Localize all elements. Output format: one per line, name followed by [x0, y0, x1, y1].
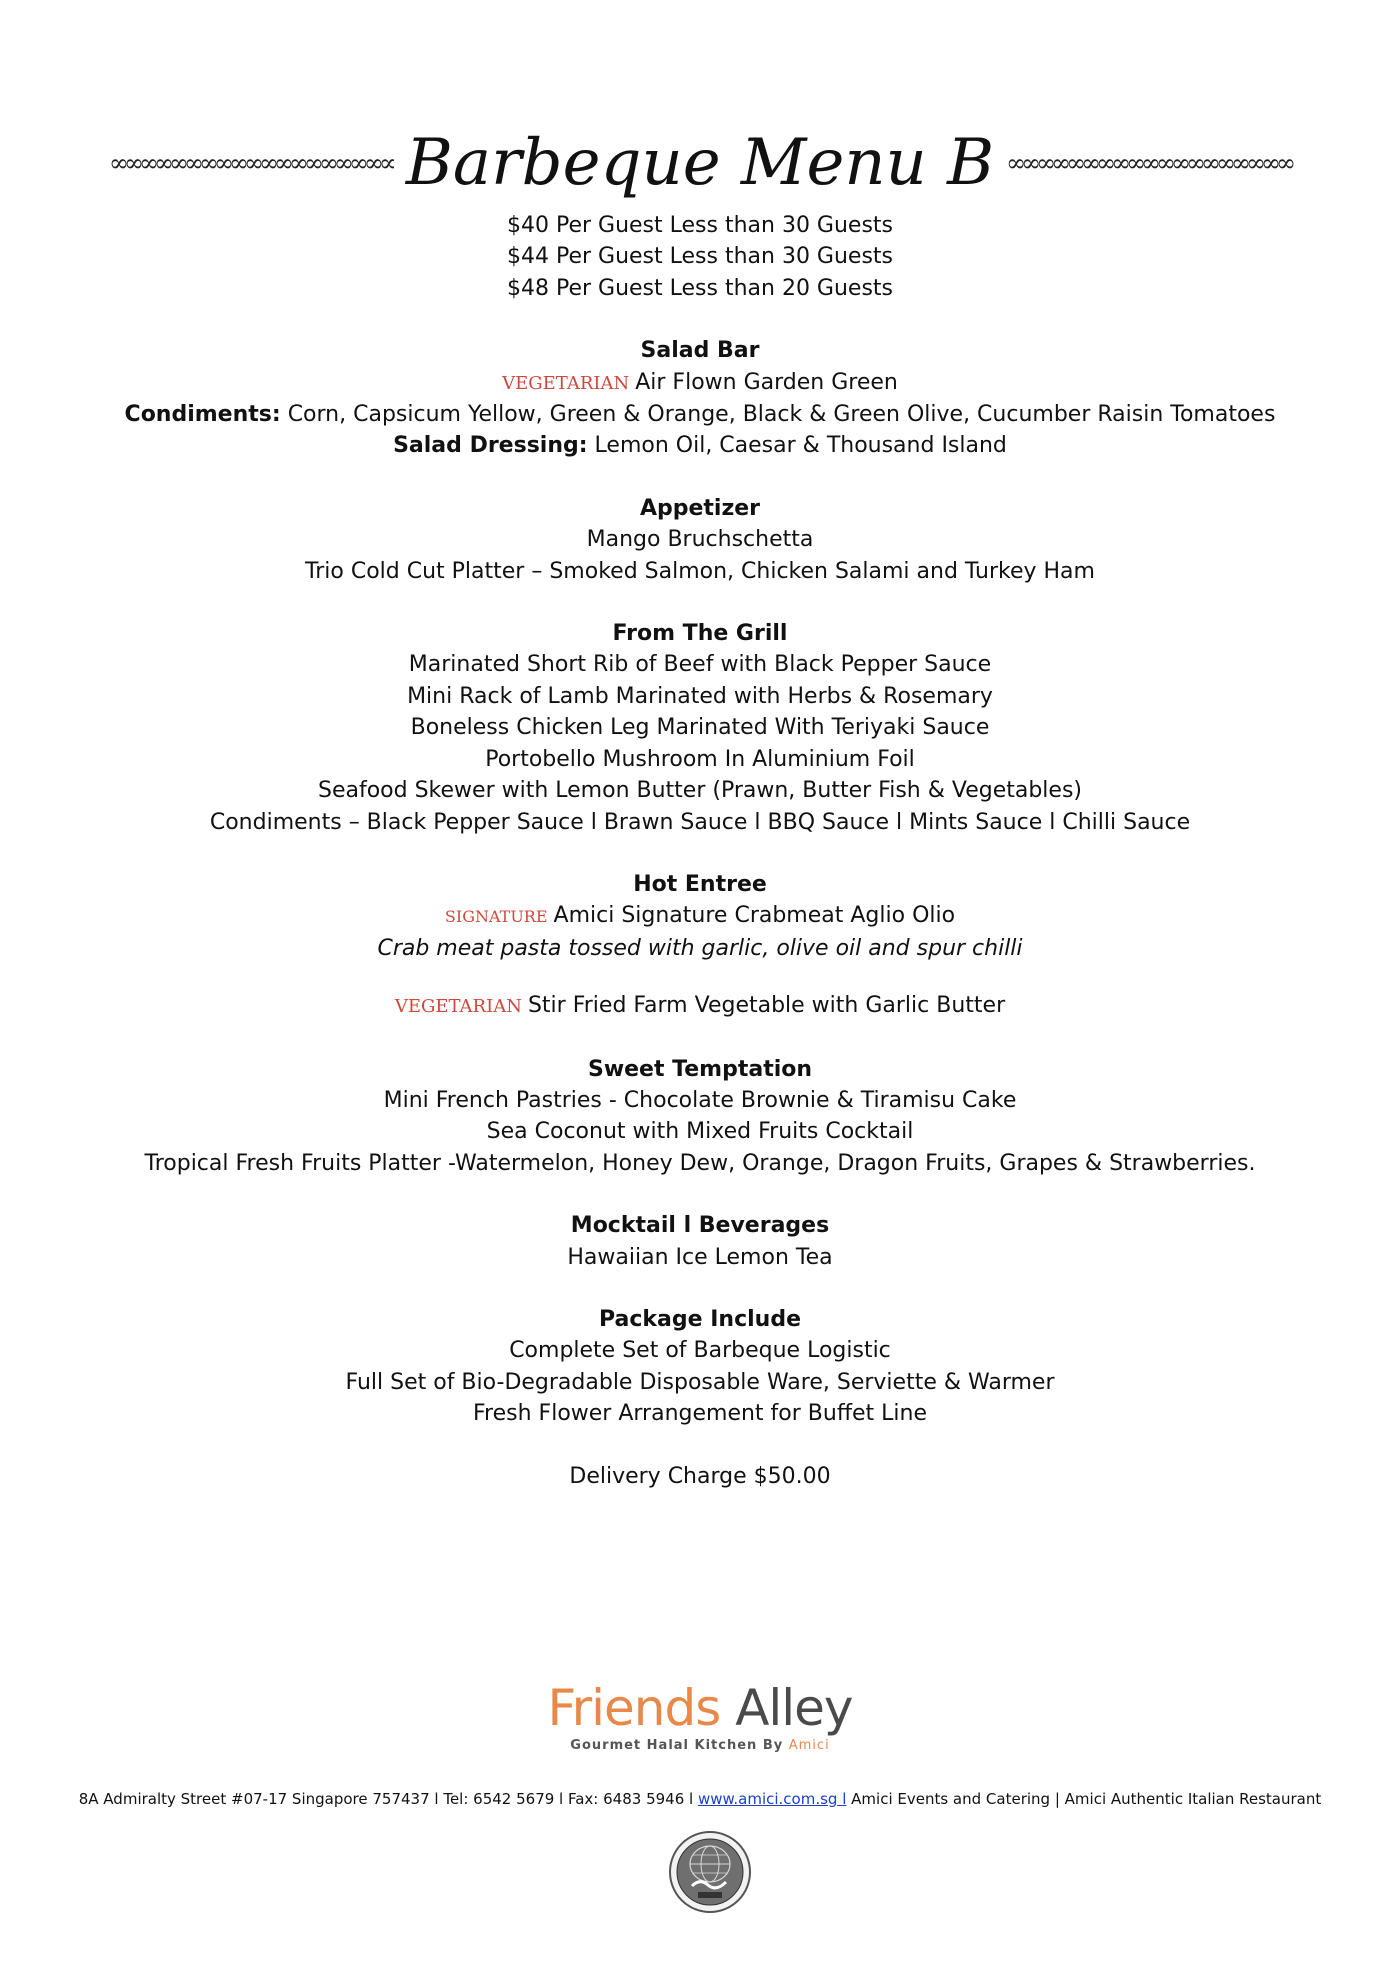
website-link[interactable]: www.amici.com.sg l: [697, 1790, 847, 1808]
menu-item: Marinated Short Rib of Beef with Black Pepper Sauce: [408, 652, 992, 678]
section-heading-sweet: Sweet Temptation: [587, 1056, 813, 1082]
section-heading-package: Package Include: [599, 1306, 801, 1332]
section-heading-salad-bar: Salad Bar: [640, 338, 760, 364]
logo-tagline-brand: Amici: [788, 1738, 830, 1753]
logo-tagline: Gourmet Halal Kitchen By Amici: [570, 1738, 830, 1753]
menu-item: Sea Coconut with Mixed Fruits Cocktail: [486, 1119, 914, 1145]
menu-body: [0, 210, 1400, 1492]
price-line: $44 Per Guest Less than 30 Guests: [506, 244, 894, 270]
footer-contact: [0, 1790, 1400, 1808]
footer-address: 8A Admiralty Street #07-17 Singapore 757437 l Tel: 6542 5679 l Fax: 6483 5946 l: [78, 1790, 698, 1808]
menu-item: Amici Signature Crabmeat Aglio Olio: [553, 903, 956, 929]
price-line: $48 Per Guest Less than 20 Guests: [506, 275, 894, 301]
menu-item: Complete Set of Barbeque Logistic: [509, 1338, 891, 1364]
title-row: [0, 118, 1400, 208]
menu-item: Fresh Flower Arrangement for Buffet Line: [473, 1401, 927, 1427]
section-heading-beverages: Mocktail l Beverages: [570, 1213, 830, 1239]
footer-rest: Amici Events and Catering | Amici Authentic Italian Restaurant: [846, 1790, 1322, 1808]
menu-item: Portobello Mushroom In Aluminium Foil: [485, 746, 915, 772]
menu-item: Hawaiian Ice Lemon Tea: [567, 1244, 833, 1270]
salad-veg-item: [0, 367, 1400, 399]
price-line: $40 Per Guest Less than 30 Guests: [506, 213, 894, 238]
section-heading-grill: From The Grill: [612, 621, 788, 647]
halal-seal-icon: [668, 1830, 752, 1914]
friends-alley-logo: [0, 1680, 1400, 1753]
menu-item: Boneless Chicken Leg Marinated With Teriyaki Sauce: [410, 715, 990, 741]
delivery-charge: Delivery Charge $50.00: [569, 1463, 831, 1489]
signature-tag: SIGNATURE: [444, 907, 548, 927]
menu-item: Mango Bruchschetta: [586, 527, 814, 553]
vegetarian-tag: VEGETARIAN: [394, 996, 522, 1018]
dressing-text: Lemon Oil, Caesar & Thousand Island: [594, 433, 1007, 459]
salad-condiments: [0, 399, 1400, 430]
menu-item: Mini French Pastries - Chocolate Brownie & Tiramisu Cake: [383, 1087, 1017, 1113]
signature-item: [0, 900, 1400, 932]
logo-alley-text: Alley: [735, 1679, 853, 1737]
menu-item: Full Set of Bio-Degradable Disposable Ware, Serviette & Warmer: [345, 1369, 1055, 1395]
menu-item: Mini Rack of Lamb Marinated with Herbs & Rosemary: [407, 683, 993, 709]
page-title: Barbeque Menu B: [405, 126, 995, 200]
signature-description: Crab meat pasta tossed with garlic, olive oil and spur chilli: [377, 935, 1023, 961]
menu-item: Trio Cold Cut Platter – Smoked Salmon, Chicken Salami and Turkey Ham: [305, 558, 1095, 584]
menu-item: Tropical Fresh Fruits Platter -Watermelon, Honey Dew, Orange, Dragon Fruits, Grapes & Strawberries.: [144, 1150, 1256, 1176]
menu-item: Condiments – Black Pepper Sauce l Brawn Sauce l BBQ Sauce l Mints Sauce l Chilli Sauce: [209, 809, 1191, 835]
section-heading-hot-entree: Hot Entree: [633, 871, 767, 897]
salad-dressing: [0, 430, 1400, 461]
menu-item: Seafood Skewer with Lemon Butter (Prawn, Butter Fish & Vegetables): [317, 778, 1083, 804]
logo-friends-text: Friends: [547, 1679, 721, 1737]
condiments-text: Corn, Capsicum Yellow, Green & Orange, Black & Green Olive, Cucumber Raisin Tomatoes: [287, 402, 1276, 428]
section-heading-appetizer: Appetizer: [639, 495, 761, 521]
menu-item: Stir Fried Farm Vegetable with Garlic Butter: [527, 993, 1006, 1019]
menu-item: Air Flown Garden Green: [635, 369, 898, 395]
dressing-label: Salad Dressing:: [393, 433, 588, 459]
vegetarian-tag: VEGETARIAN: [502, 372, 630, 394]
flourish-left: ∞∞∞∞∞∞∞∞∞∞∞∞∞∞∞∞∞∞∞: [109, 149, 394, 177]
flourish-right: ∞∞∞∞∞∞∞∞∞∞∞∞∞∞∞∞∞∞∞: [1006, 149, 1291, 177]
entree-veg-item: [0, 990, 1400, 1022]
condiments-label: Condiments:: [124, 402, 281, 428]
